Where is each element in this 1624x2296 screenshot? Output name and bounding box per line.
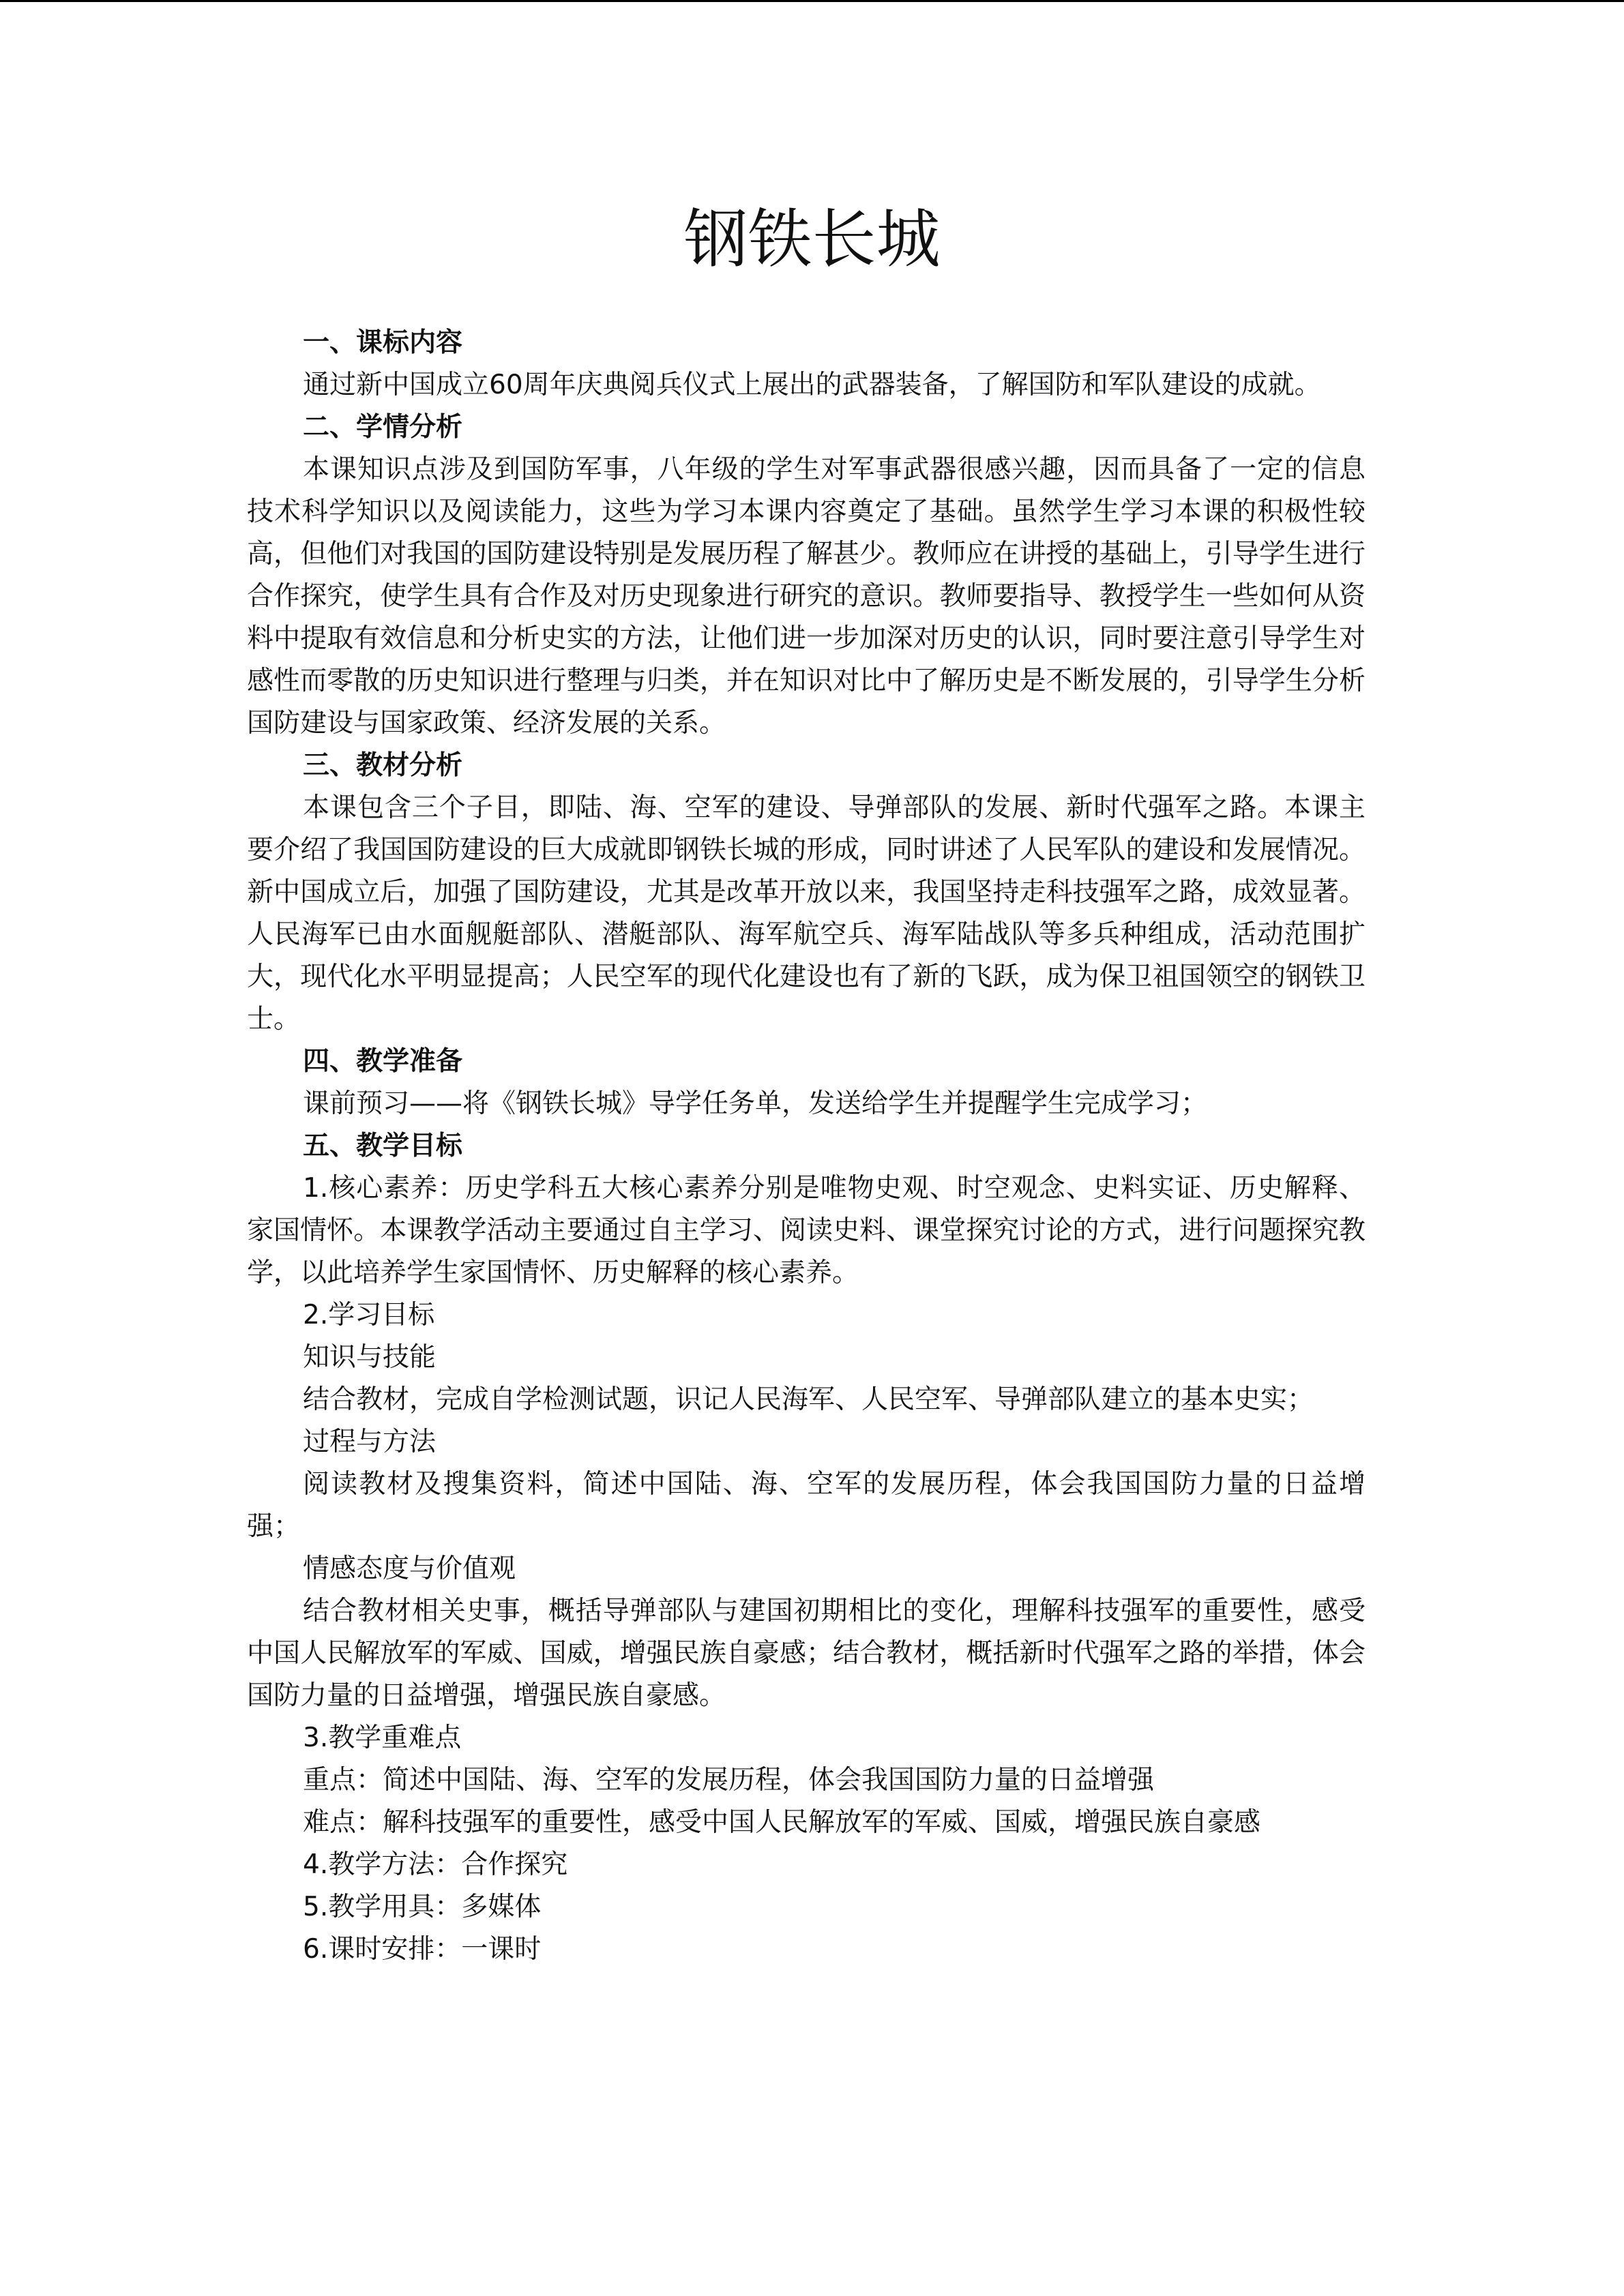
paragraph-curriculum: 通过新中国成立60周年庆典阅兵仪式上展出的武器装备，了解国防和军队建设的成就。 bbox=[303, 370, 1321, 400]
list-item-difficulty: 难点：解科技强军的重要性，感受中国人民解放军的军威、国威，增强民族自豪感 bbox=[303, 1807, 1261, 1838]
section-heading-objectives: 五、教学目标 bbox=[303, 1131, 463, 1161]
paragraph-values: 结合教材相关史事，概括导弹部队与建国初期相比的变化，理解科技强军的重要性，感受中国人民解放军的军威、国威，增强民族自豪感；结合教材，概括新时代强军之路的举措，体会国防力量的日益增强，增强民族自豪感。 bbox=[247, 1596, 1365, 1711]
list-item-method: 4.教学方法：合作探究 bbox=[303, 1849, 568, 1880]
document-body bbox=[247, 322, 1365, 1971]
list-item-focus: 重点：简述中国陆、海、空军的发展历程，体会我国国防力量的日益增强 bbox=[303, 1765, 1155, 1795]
paragraph-process-methods: 阅读教材及搜集资料，简述中国陆、海、空军的发展历程，体会我国国防力量的日益增强； bbox=[247, 1469, 1365, 1542]
paragraph-textbook-analysis: 本课包含三个子目，即陆、海、空军的建设、导弹部队的发展、新时代强军之路。本课主要介绍了我国国防建设的巨大成就即钢铁长城的形成，同时讲述了人民军队的建设和发展情况。新中国成立后，加强了国防建设，尤其是改革开放以来，我国坚持走科技强军之路，成效显著。人民海军已由水面舰艇部队、潜艇部队、海军航空兵、海军陆战队等多兵种组成，活动范围扩大，现代化水平明显提高；人民空军的现代化建设也有了新的飞跃，成为保卫祖国领空的钢铁卫士。 bbox=[247, 792, 1365, 1034]
paragraph-knowledge-skills: 结合教材，完成自学检测试题，识记人民海军、人民空军、导弹部队建立的基本史实； bbox=[303, 1384, 1314, 1415]
list-item-key-points: 3.教学重难点 bbox=[303, 1723, 462, 1753]
page-title: 钢铁长城 bbox=[683, 203, 941, 277]
paragraph-preparation: 课前预习——将《钢铁长城》导学任务单，发送给学生并提醒学生完成学习； bbox=[303, 1088, 1208, 1119]
paragraph-student-analysis: 本课知识点涉及到国防军事，八年级的学生对军事武器很感兴趣，因而具备了一定的信息技术科学知识以及阅读能力，这些为学习本课内容奠定了基础。虽然学生学习本课的积极性较高，但他们对我国的国防建设特别是发展历程了解甚少。教师应在讲授的基础上，引导学生进行合作探究，使学生具有合作及对历史现象进行研究的意识。教师要指导、教授学生一些如何从资料中提取有效信息和分析史实的方法，让他们进一步加深对历史的认识，同时要注意引导学生对感性而零散的历史知识进行整理与归类，并在知识对比中了解历史是不断发展的，引导学生分析国防建设与国家政策、经济发展的关系。 bbox=[247, 454, 1365, 739]
list-item-process-methods: 过程与方法 bbox=[303, 1427, 437, 1457]
list-item-schedule: 6.课时安排：一课时 bbox=[303, 1934, 542, 1965]
section-heading-student-analysis: 二、学情分析 bbox=[303, 412, 463, 443]
list-item-tools: 5.教学用具：多媒体 bbox=[303, 1892, 542, 1922]
page-top-border bbox=[0, 0, 1624, 2]
list-item-learning-goals: 2.学习目标 bbox=[303, 1300, 435, 1330]
list-item-knowledge-skills: 知识与技能 bbox=[303, 1342, 437, 1373]
section-heading-curriculum: 一、课标内容 bbox=[303, 327, 463, 358]
section-heading-textbook-analysis: 三、教材分析 bbox=[303, 750, 463, 781]
paragraph-core-literacy: 1.核心素养：历史学科五大核心素养分别是唯物史观、时空观念、史料实证、历史解释、家国情怀。本课教学活动主要通过自主学习、阅读史料、课堂探究讨论的方式，进行问题探究教学，以此培养学生家国情怀、历史解释的核心素养。 bbox=[247, 1173, 1365, 1288]
section-heading-preparation: 四、教学准备 bbox=[303, 1046, 463, 1077]
list-item-values: 情感态度与价值观 bbox=[303, 1553, 516, 1584]
